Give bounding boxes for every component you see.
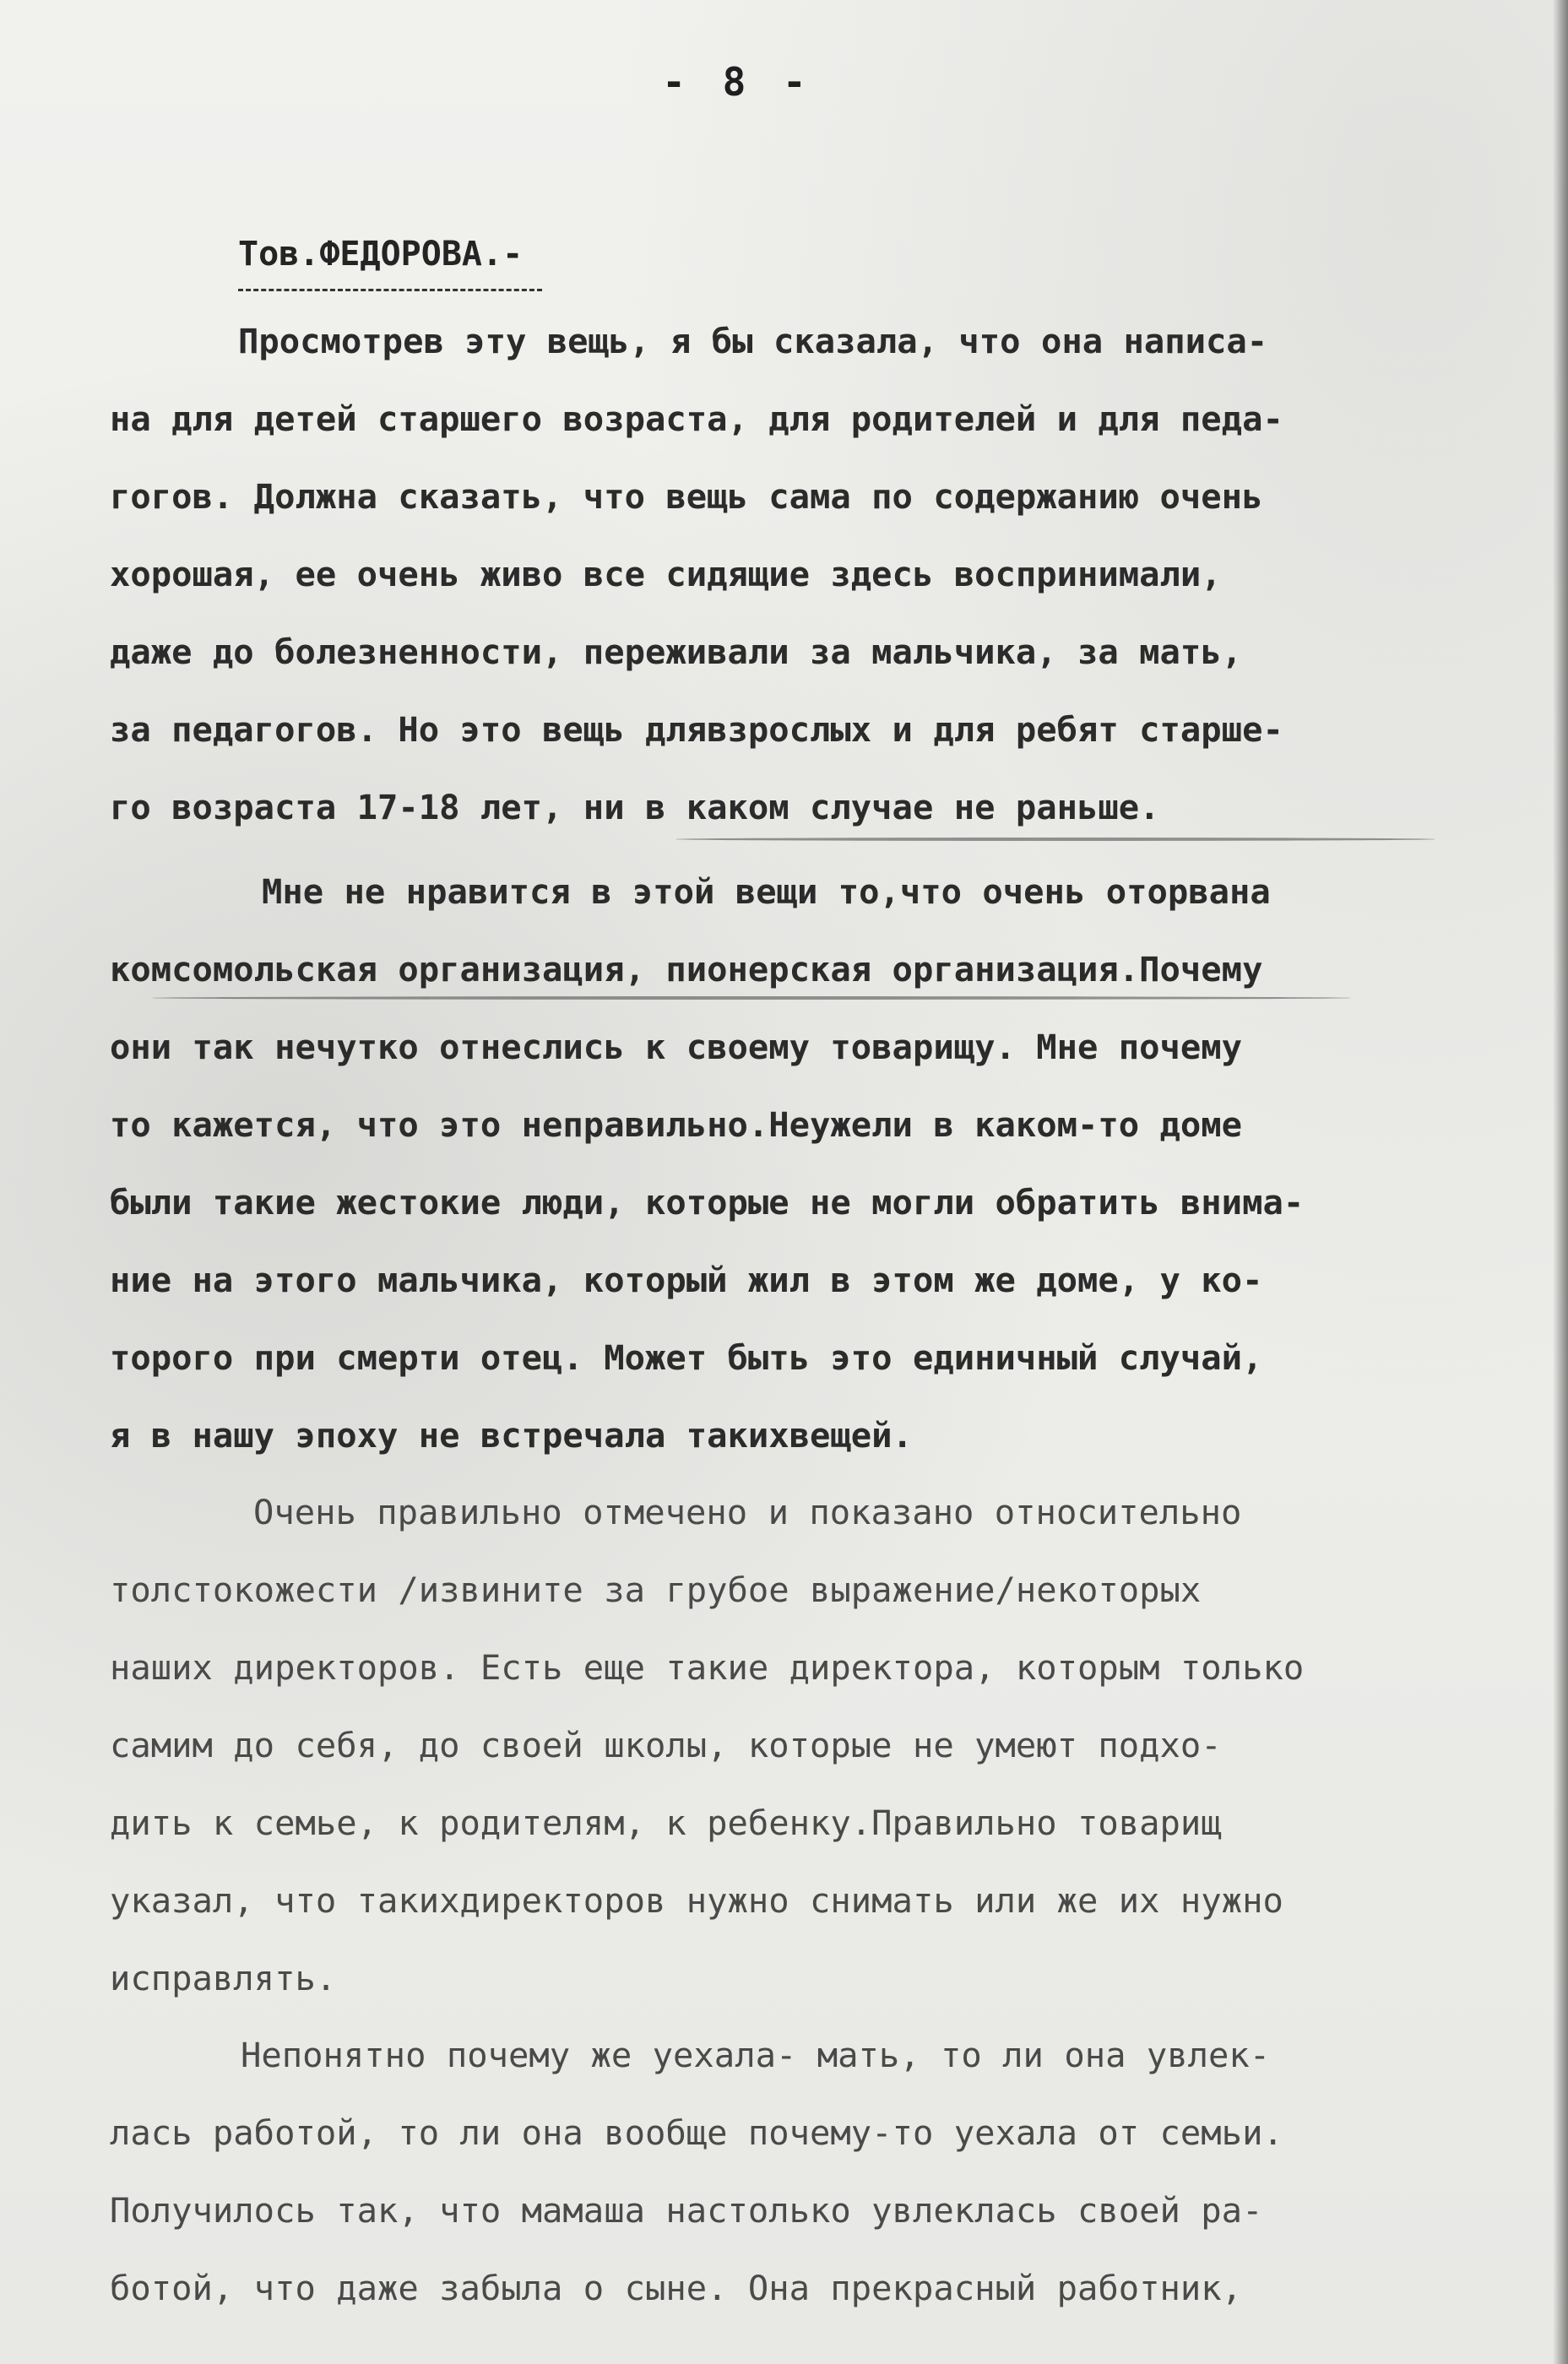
text-line: за педагогов. Но это вещь длявзрослых и для ребят старше- — [110, 709, 1283, 750]
text-line: Непонятно почему же уехала- мать, то ли она увлек- — [241, 2035, 1271, 2075]
text-line: гогов. Должна сказать, что вещь сама по содержанию очень — [110, 476, 1263, 517]
text-line: го возраста 17-18 лет, ни в каком случае не раньше. — [110, 787, 1160, 827]
text-line: комсомольская организация, пионерская организация.Почему — [110, 949, 1263, 990]
text-line: лась работой, то ли она вообще почему-то уехала от семьи. — [110, 2112, 1283, 2153]
speaker-heading: Тов.ФЕДОРОВА.- — [238, 235, 524, 274]
text-line: торого при смерти отец. Может быть это единичный случай, — [110, 1337, 1263, 1378]
text-line: Просмотрев эту вещь, я бы сказала, что она написа- — [238, 321, 1268, 361]
text-line: Мне не нравится в этой вещи то,что очень оторвана — [262, 871, 1271, 912]
text-line: ботой, что даже забыла о сыне. Она прекрасный работник, — [110, 2268, 1243, 2308]
pencil-underline — [675, 838, 1435, 841]
text-line: ние на этого мальчика, который жил в этом же доме, у ко- — [110, 1260, 1263, 1300]
text-line: самим до себя, до своей школы, которые не умеют подхо- — [110, 1725, 1222, 1765]
text-line: то кажется, что это неправильно.Неужели в каком-то доме — [110, 1104, 1243, 1145]
text-line: наших директоров. Есть еще такие директора, которым только — [110, 1647, 1305, 1688]
page-number: - 8 - — [662, 59, 813, 105]
text-line: хорошая, ее очень живо все сидящие здесь воспринимали, — [110, 554, 1222, 594]
text-line: на для детей старшего возраста, для родителей и для педа- — [110, 399, 1283, 439]
text-line: Получилось так, что мамаша настолько увлеклась своей ра- — [110, 2190, 1263, 2231]
pencil-underline — [152, 996, 1351, 1000]
text-line: я в нашу эпоху не встречала такихвещей. — [110, 1415, 913, 1456]
text-line: указал, что такихдиректоров нужно снимать или же их нужно — [110, 1880, 1283, 1921]
text-line: даже до болезненности, переживали за мальчика, за мать, — [110, 632, 1243, 672]
text-line: были такие жестокие люди, которые не могли обратить внима- — [110, 1182, 1305, 1223]
text-line: дить к семье, к родителям, к ребенку.Правильно товарищ — [110, 1803, 1222, 1843]
text-line: исправлять. — [110, 1958, 337, 1998]
speaker-underline — [238, 289, 542, 291]
text-line: они так нечутко отнеслись к своему товарищу. Мне почему — [110, 1027, 1243, 1067]
text-line: толстокожести /извините за грубое выражение/некоторых — [110, 1570, 1202, 1610]
text-line: Очень правильно отмечено и показано относительно — [253, 1492, 1242, 1532]
